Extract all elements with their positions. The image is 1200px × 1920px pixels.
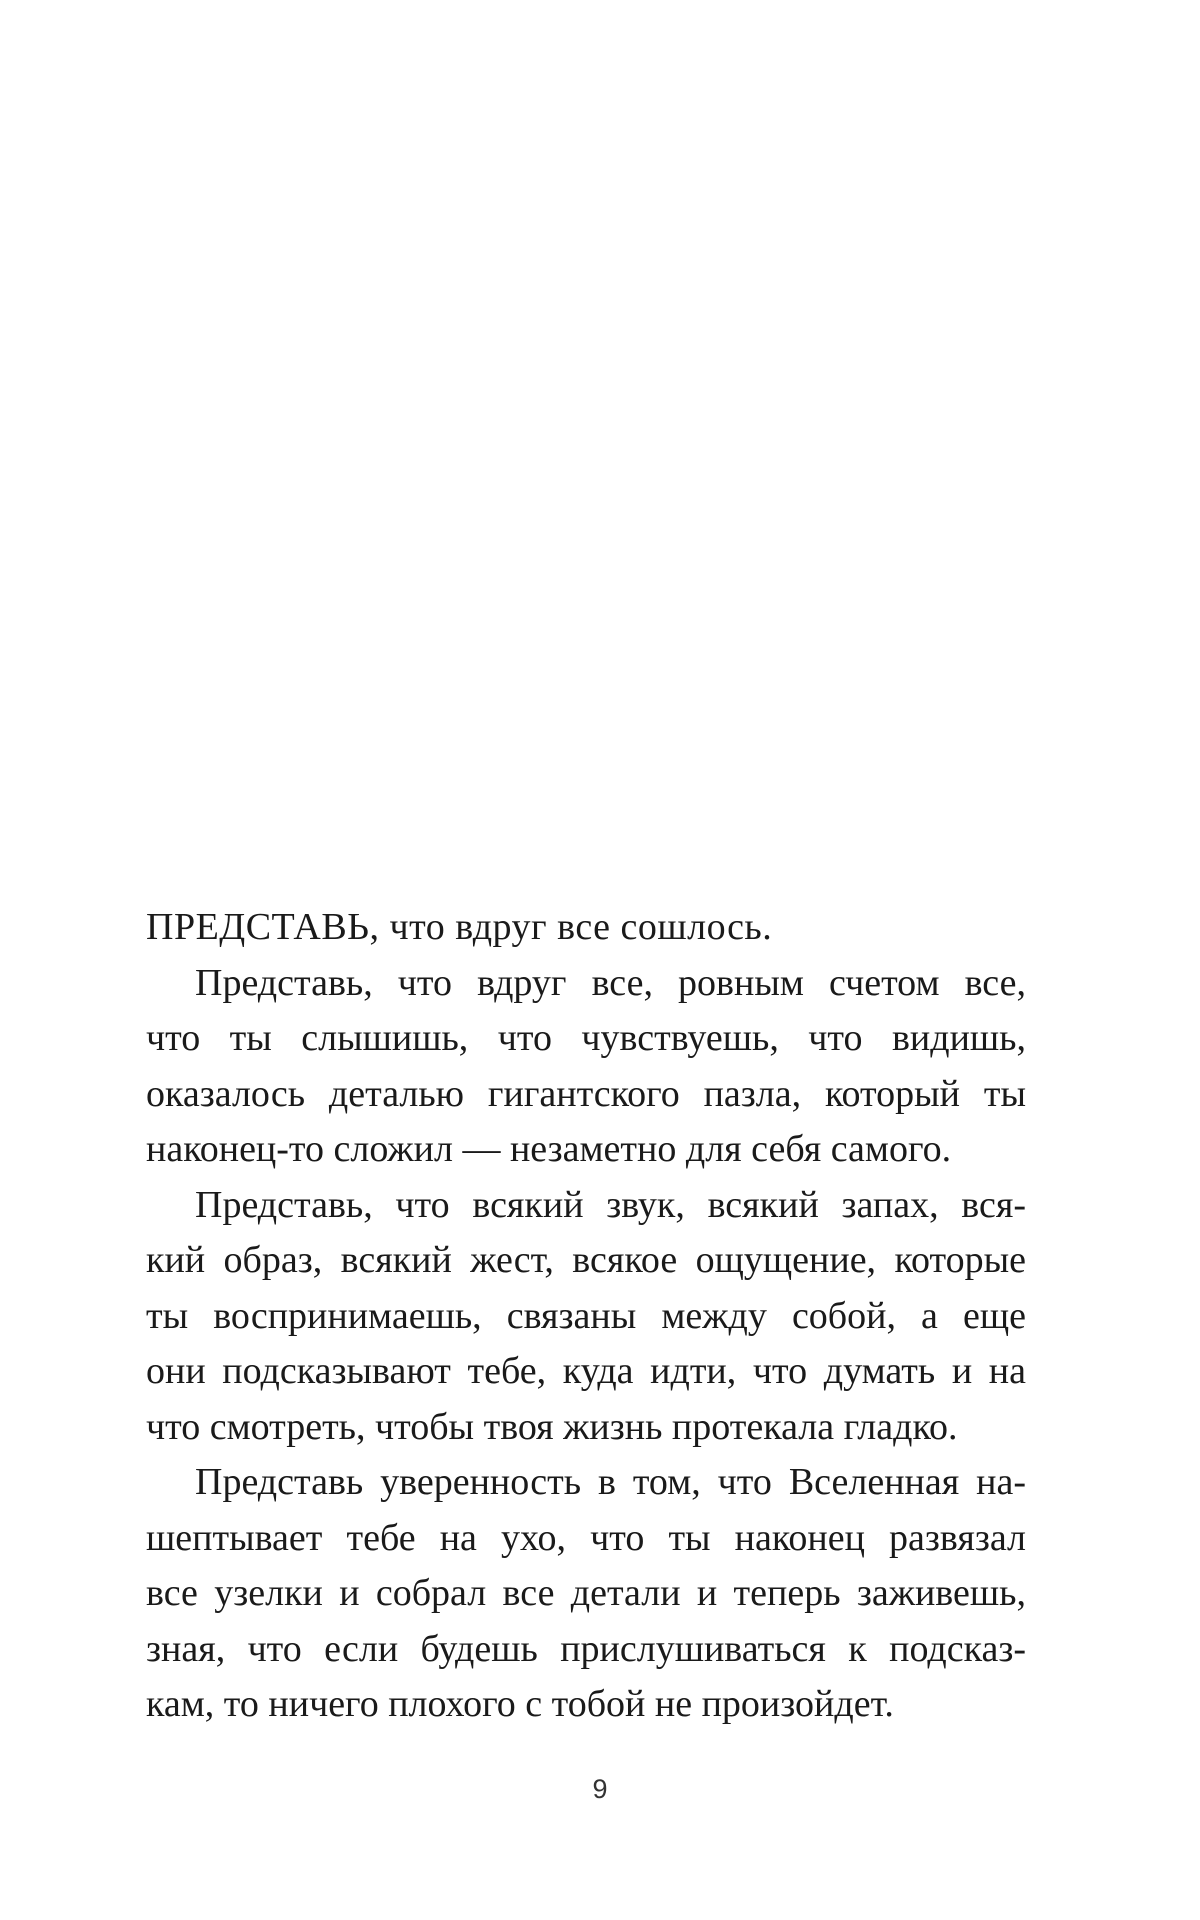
paragraph-4-line-2: шептывает тебе на ухо, что ты наконец развязал [146,1516,1026,1559]
paragraph-3-line-4: они подсказывают тебе, куда идти, что думать и на [146,1350,1026,1392]
page-number: 9 [592,1774,608,1804]
opening-line: ПРЕДСТАВЬ, что вдруг все сошлось. [146,906,773,948]
paragraph-2-line-3: оказалось деталью гигантского пазла, который ты [146,1072,1026,1115]
paragraph-3-line-5: что смотреть, чтобы твоя жизнь протекала гладко. [146,1405,958,1448]
paragraph-4-line-3: все узелки и собрал все детали и теперь заживешь, [146,1572,1026,1614]
paragraph-2-line-4: наконец-то сложил — незаметно для себя самого. [146,1128,952,1170]
body-text [146,900,1026,1733]
paragraph-4-line-4: зная, что если будешь прислушиваться к подсказ- [146,1627,1026,1670]
paragraph-2-line-2: что ты слышишь, что чувствуешь, что видишь, [146,1017,1026,1059]
paragraph-2-line-1: Представь, что вдруг все, ровным счетом все, [195,961,1026,1004]
paragraph-4-line-5: кам, то ничего плохого с тобой не произойдет. [146,1683,894,1725]
paragraph-3-line-3: ты воспринимаешь, связаны между собой, а еще [146,1294,1026,1337]
paragraph-4-line-1: Представь уверенность в том, что Вселенная на- [195,1461,1026,1503]
paragraph-3-line-2: кий образ, всякий жест, всякое ощущение, которые [146,1239,1026,1281]
paragraph-3-line-1: Представь, что всякий звук, всякий запах, вся- [195,1183,1026,1226]
